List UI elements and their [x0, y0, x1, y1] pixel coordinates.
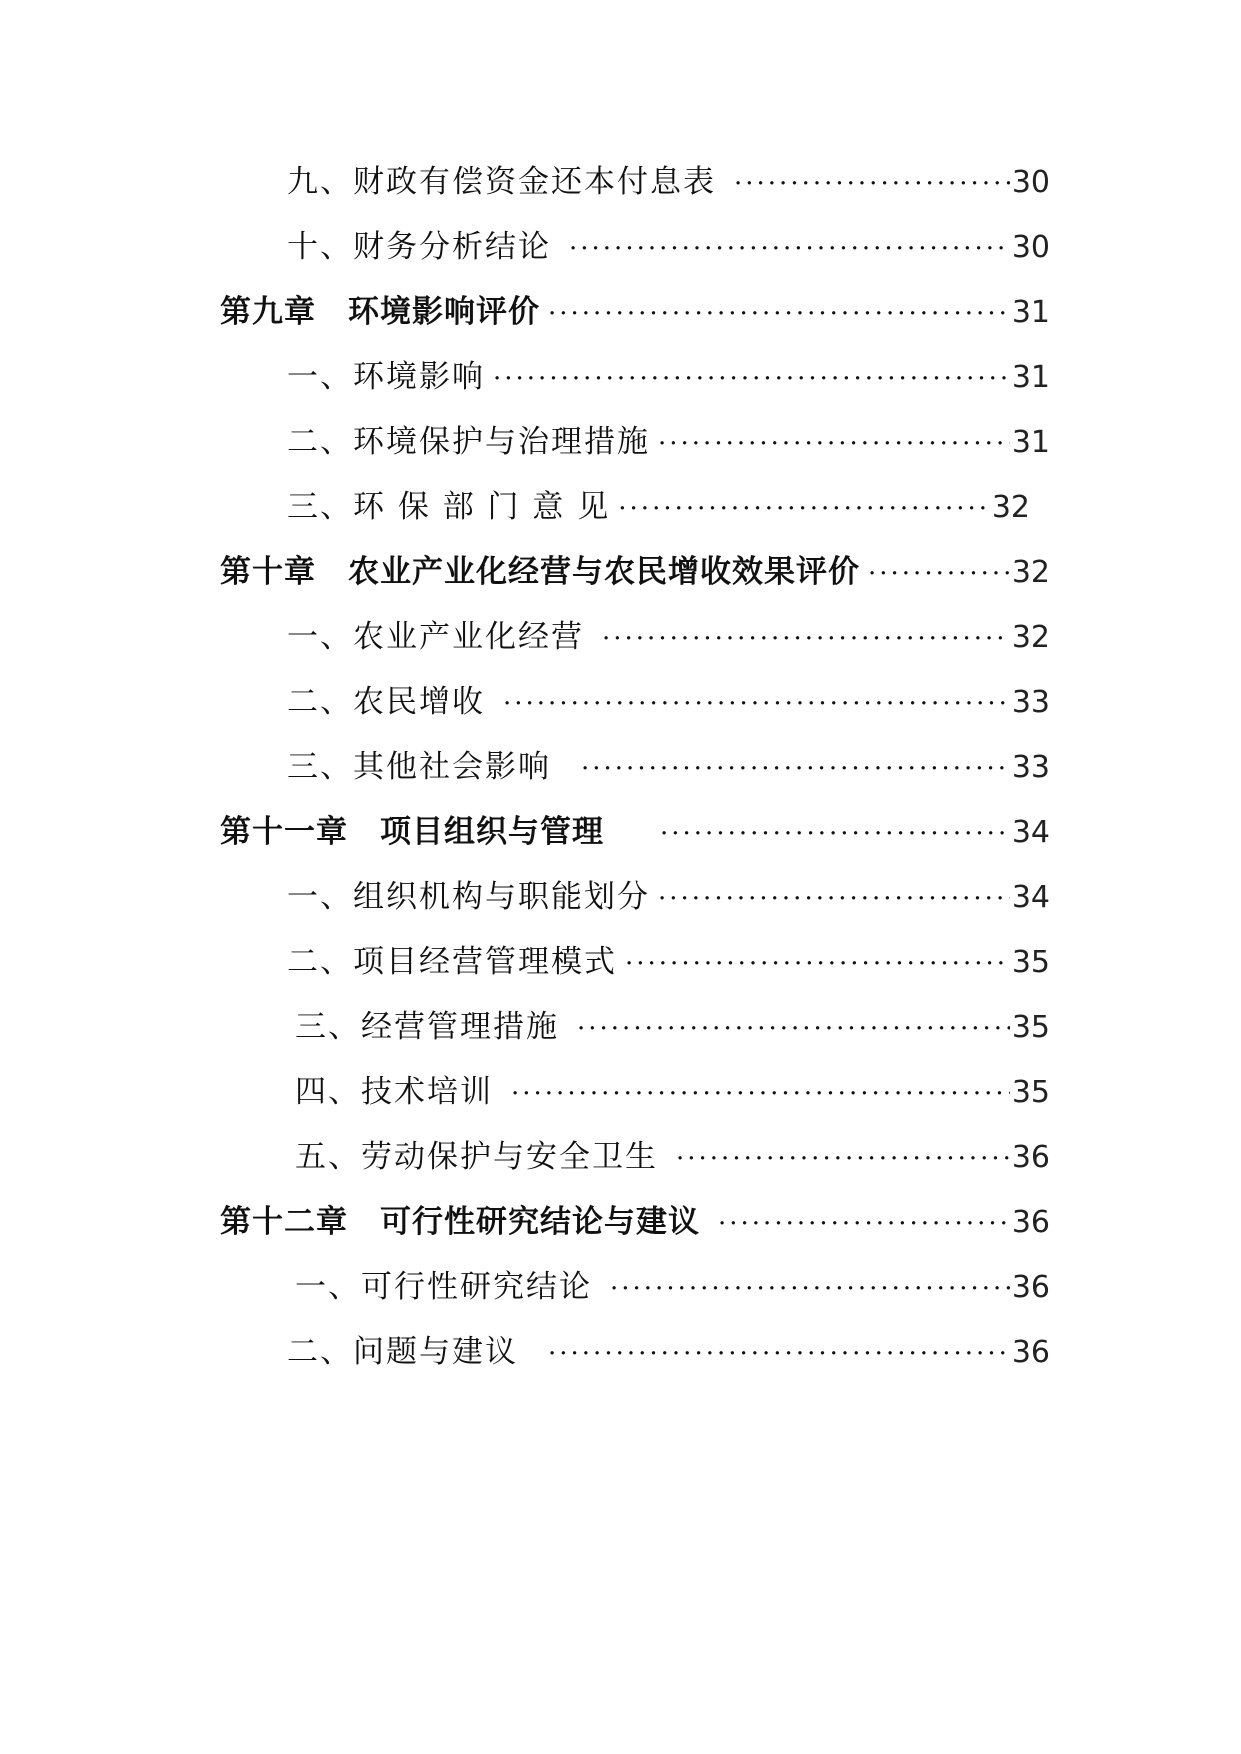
toc-page-number: 36 — [1011, 1335, 1050, 1370]
toc-page-number: 32 — [1011, 555, 1050, 590]
toc-entry[interactable] — [295, 1265, 1050, 1309]
toc-entry[interactable] — [287, 875, 1050, 919]
toc-page-number: 33 — [1011, 685, 1050, 720]
dot-leader — [503, 682, 1010, 726]
dot-leader — [610, 1267, 1010, 1311]
dot-leader — [581, 747, 1010, 791]
dot-leader — [658, 422, 1010, 466]
dot-leader — [602, 617, 1010, 661]
toc-page-number: 34 — [1011, 815, 1050, 850]
dot-leader — [868, 552, 1010, 596]
dot-leader — [734, 162, 1010, 206]
dot-leader — [676, 1137, 1010, 1181]
dot-leader — [493, 357, 1010, 401]
toc-page-number: 35 — [1011, 1075, 1050, 1110]
toc-entry-label: 二、项目经营管理模式 — [287, 944, 617, 980]
toc-page-number: 32 — [991, 490, 1030, 525]
toc-page-number: 35 — [1011, 945, 1050, 980]
toc-chapter-entry[interactable] — [220, 1200, 1050, 1244]
toc-entry[interactable] — [287, 680, 1050, 724]
toc-page-number: 36 — [1011, 1205, 1050, 1240]
toc-entry-label: 一、农业产业化经营 — [287, 619, 584, 655]
toc-entry-label: 二、问题与建议 — [287, 1334, 518, 1370]
toc-page-number: 36 — [1011, 1140, 1050, 1175]
toc-page-number: 30 — [1011, 165, 1050, 200]
toc-entry-label: 一、可行性研究结论 — [295, 1269, 592, 1305]
toc-page-number: 33 — [1011, 750, 1050, 785]
toc-entry[interactable] — [287, 485, 1030, 529]
toc-chapter-label: 第九章 环境影响评价 — [220, 294, 540, 330]
dot-leader — [718, 1202, 1010, 1246]
toc-chapter-entry[interactable] — [220, 290, 1050, 334]
toc-page-number: 32 — [1011, 620, 1050, 655]
toc-page-number: 31 — [1011, 360, 1050, 395]
dot-leader — [660, 812, 1010, 856]
dot-leader — [618, 487, 990, 531]
toc-entry[interactable] — [287, 160, 1050, 204]
toc-entry-label: 三、其他社会影响 — [287, 749, 551, 785]
toc-entry[interactable] — [287, 940, 1050, 984]
toc-entry-label: 三、环 保 部 门 意 见 — [287, 489, 611, 525]
dot-leader — [548, 292, 1010, 336]
toc-entry-label: 三、经营管理措施 — [295, 1009, 559, 1045]
toc-entry[interactable] — [295, 1005, 1050, 1049]
toc-entry[interactable] — [295, 1070, 1050, 1114]
toc-entry-label: 五、劳动保护与安全卫生 — [295, 1139, 658, 1175]
toc-entry-label: 一、组织机构与职能划分 — [287, 879, 650, 915]
toc-page-number: 30 — [1011, 230, 1050, 265]
toc-entry[interactable] — [287, 745, 1050, 789]
toc-chapter-entry[interactable] — [220, 550, 1050, 594]
dot-leader — [569, 227, 1010, 271]
toc-entry-label: 九、财政有偿资金还本付息表 — [287, 164, 716, 200]
dot-leader — [658, 877, 1010, 921]
dot-leader — [548, 1332, 1010, 1376]
toc-entry-label: 一、环境影响 — [287, 359, 485, 395]
toc-page-number: 31 — [1011, 425, 1050, 460]
toc-chapter-label: 第十一章 项目组织与管理 — [220, 814, 604, 850]
toc-entry-label: 四、技术培训 — [295, 1074, 493, 1110]
toc-page-number: 36 — [1011, 1270, 1050, 1305]
toc-page-number: 35 — [1011, 1010, 1050, 1045]
toc-entry[interactable] — [287, 420, 1050, 464]
toc-entry-label: 二、环境保护与治理措施 — [287, 424, 650, 460]
dot-leader — [511, 1072, 1010, 1116]
toc-chapter-label: 第十章 农业产业化经营与农民增收效果评价 — [220, 554, 860, 590]
toc-entry[interactable] — [295, 1135, 1050, 1179]
toc-chapter-entry[interactable] — [220, 810, 1050, 854]
toc-entry-label: 十、财务分析结论 — [287, 229, 551, 265]
toc-entry[interactable] — [287, 225, 1050, 269]
toc-page-number: 34 — [1011, 880, 1050, 915]
toc-entry[interactable] — [287, 1330, 1050, 1374]
dot-leader — [625, 942, 1010, 986]
toc-chapter-label: 第十二章 可行性研究结论与建议 — [220, 1204, 700, 1240]
dot-leader — [577, 1007, 1010, 1051]
toc-entry[interactable] — [287, 615, 1050, 659]
toc-page-number: 31 — [1011, 295, 1050, 330]
toc-entry-label: 二、农民增收 — [287, 684, 485, 720]
toc-entry[interactable] — [287, 355, 1050, 399]
